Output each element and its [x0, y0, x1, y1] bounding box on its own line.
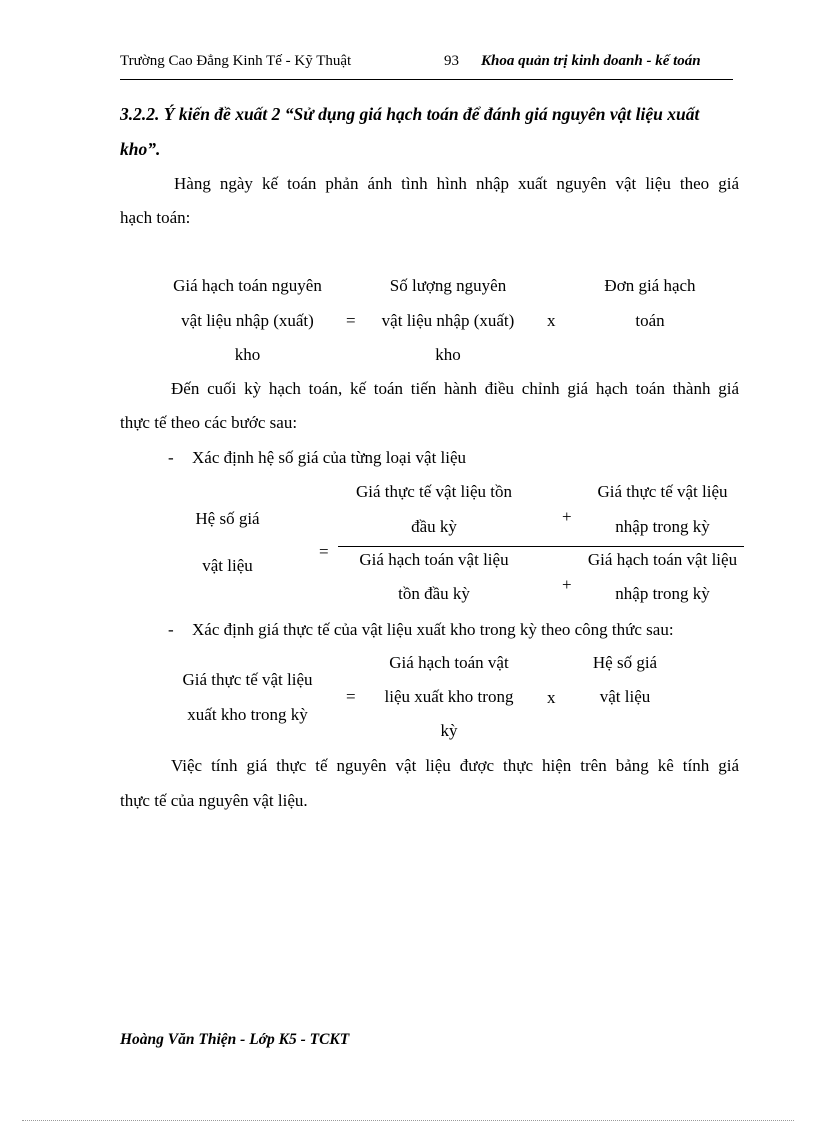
formula3-lhs-line1: Giá thực tế vật liệu	[182, 670, 313, 689]
page-bottom-dotted-line	[22, 1120, 794, 1121]
paragraph-3-line2: thực tế của nguyên vật liệu.	[120, 791, 308, 810]
paragraph-1-line1: Hàng ngày kế toán phản ánh tình hình nhập xuất nguyên vật liệu theo giá	[174, 174, 739, 193]
formula2-lhs-line2: vật liệu	[202, 556, 253, 575]
formula2-denominator-b-line2: nhập trong kỳ	[615, 584, 710, 603]
formula2-plus-top: +	[562, 507, 572, 526]
page-number: 93	[444, 53, 459, 69]
formula2-numerator-a-line1: Giá thực tế vật liệu tồn	[355, 482, 513, 501]
formula2-fraction-bar	[338, 546, 744, 547]
paragraph-1-line2: hạch toán:	[120, 208, 191, 227]
formula1-times: x	[547, 311, 556, 330]
formula3-times: x	[547, 688, 556, 707]
formula3-lhs-line2: xuất kho trong kỳ	[187, 705, 308, 724]
paragraph-3-line1: Việc tính giá thực tế nguyên vật liệu được thực hiện trên bảng kê tính giá	[171, 756, 739, 775]
formula1-lhs-line1: Giá hạch toán nguyên	[173, 276, 322, 295]
formula2-lhs-line1: Hệ số giá	[195, 509, 260, 528]
bullet-1-text: Xác định hệ số giá của từng loại vật liệu	[192, 448, 467, 467]
formula1-mid-line1: Số lượng nguyên	[389, 276, 507, 295]
bullet-1-marker: -	[168, 448, 174, 467]
formula1-lhs-line3: kho	[234, 345, 261, 364]
header-faculty: Khoa quản trị kinh doanh - kế toán	[481, 53, 701, 69]
bullet-2-marker: -	[168, 620, 174, 639]
formula3-mid-line1: Giá hạch toán vật	[389, 653, 509, 672]
formula1-rhs-line1: Đơn giá hạch	[604, 276, 696, 295]
formula2-numerator-a-line2: đầu kỳ	[411, 517, 457, 536]
formula2-denominator-b-line1: Giá hạch toán vật liệu	[587, 550, 738, 569]
formula2-numerator-b-line1: Giá thực tế vật liệu	[597, 482, 728, 501]
bullet-2-text: Xác định giá thực tế của vật liệu xuất kho trong kỳ theo công thức sau:	[192, 620, 674, 639]
footer-author: Hoàng Văn Thiện - Lớp K5 - TCKT	[120, 1031, 350, 1048]
formula2-denominator-a-line2: tồn đầu kỳ	[398, 584, 470, 603]
paragraph-2-line1: Đến cuối kỳ hạch toán, kế toán tiến hành điều chỉnh giá hạch toán thành giá	[171, 379, 739, 398]
header-rule	[120, 79, 733, 80]
formula3-rhs-line1: Hệ số giá	[592, 653, 658, 672]
formula3-mid-line3: kỳ	[440, 721, 458, 740]
header-school: Trường Cao Đẳng Kinh Tế - Kỹ Thuật	[120, 53, 352, 69]
formula2-numerator-b-line2: nhập trong kỳ	[615, 517, 710, 536]
section-title-line1: 3.2.2. Ý kiến đề xuất 2 “Sử dụng giá hạch toán để đánh giá nguyên vật liệu xuất	[120, 104, 700, 124]
formula1-mid-line2: vật liệu nhập (xuất)	[381, 311, 515, 330]
formula2-equals: =	[319, 542, 329, 561]
formula1-equals: =	[346, 311, 356, 330]
formula2-denominator-a-line1: Giá hạch toán vật liệu	[359, 550, 509, 569]
formula1-mid-line3: kho	[435, 345, 461, 364]
formula1-rhs-line2: toán	[635, 311, 665, 330]
formula3-rhs-line2: vật liệu	[599, 687, 651, 706]
formula1-lhs-line2: vật liệu nhập (xuất)	[181, 311, 314, 330]
paragraph-2-line2: thực tế theo các bước sau:	[120, 413, 298, 432]
formula3-mid-line2: liệu xuất kho trong	[384, 687, 514, 706]
formula3-equals: =	[346, 687, 356, 706]
formula2-plus-bottom: +	[562, 575, 572, 594]
section-title-line2: kho”.	[120, 139, 161, 159]
